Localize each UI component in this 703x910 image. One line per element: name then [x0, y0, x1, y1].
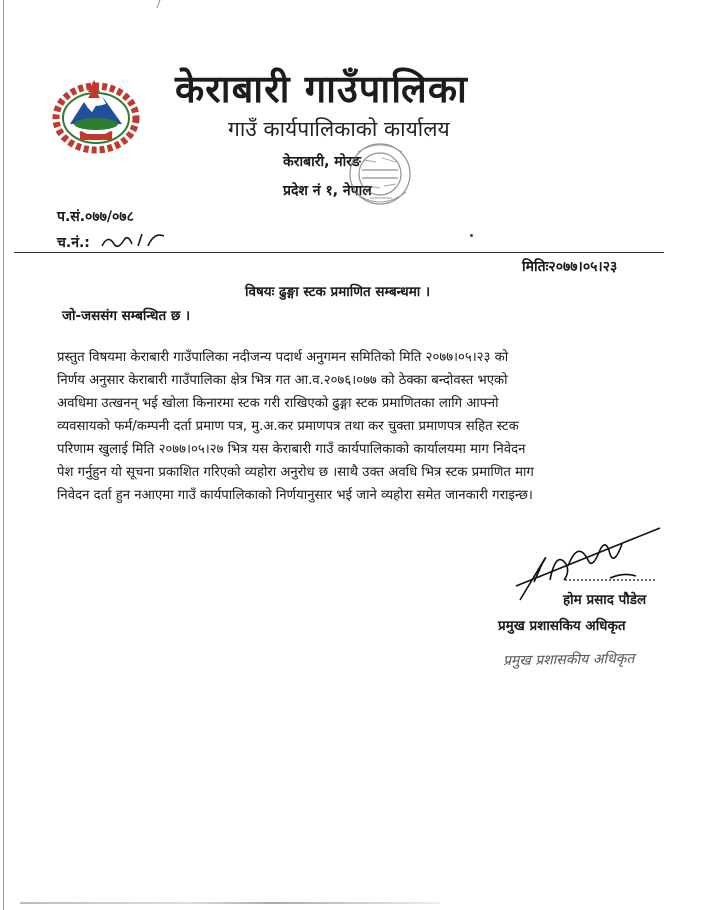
dispatch-number-label: च.नं.: [57, 235, 90, 251]
body-line: परिणाम खुलाई मिति २०७७।०५।२७ भित्र यस केराबारी गाउँ कार्यपालिकाको कार्यालयमा माग निवेदन [57, 442, 526, 457]
letterhead-address: केराबारी, मोरङ [283, 154, 361, 170]
nepal-emblem-icon [50, 72, 142, 154]
letter-body [57, 346, 669, 507]
scan-edge-noise [20, 902, 440, 904]
handwritten-dispatch-number-icon [98, 228, 168, 254]
signatory-name: होम प्रसाद पौडेल [563, 592, 647, 608]
header-divider [14, 252, 664, 253]
reference-number: प.सं.०७७/०७८ [57, 209, 134, 225]
signatory-title: प्रमुख प्रशासकिय अधिकृत [498, 618, 626, 634]
designation-stamp: प्रमुख प्रशासकीय अधिकृत [502, 650, 635, 670]
body-line: पेश गर्नुहुन यो सूचना प्रकाशित गरिएको व्यहोरा अनुरोध छ ।साथै उक्त अवधि भित्र स्टक प्रमाणित माग [57, 465, 534, 480]
body-line: अवधिमा उत्खनन् भई खोला किनारमा स्टक गरी राखिएको ढुङ्गा स्टक प्रमाणितका लागि आफ्नो [57, 396, 499, 411]
body-line: निर्णय अनुसार केराबारी गाउँपालिका क्षेत्र भित्र गत आ.व.२०७६।०७७ को ठेक्का बन्दोवस्त भएको [57, 373, 508, 388]
letterhead-province: प्रदेश नं १, नेपाल [283, 183, 372, 199]
letter-date: मितिः२०७७।०५।२३ [522, 259, 618, 275]
body-line: व्यवसायको फर्म/कम्पनी दर्ता प्रमाण पत्र, मु.अ.कर प्रमाणपत्र तथा कर चुक्ता प्रमाणपत्र सहित स्टक [57, 419, 519, 434]
page-edge [3, 0, 4, 910]
scan-mark [157, 0, 167, 8]
letter-recipient: जो-जससंग सम्बन्धित छ । [62, 308, 191, 324]
letter-subject: विषयः ढुङ्गा स्टक प्रमाणित सम्बन्धमा । [245, 284, 431, 300]
body-line: प्रस्तुत विषयमा केराबारी गाउँपालिका नदीजन्य पदार्थ अनुगमन समितिको मिति २०७७।०५।२३ को [57, 350, 509, 365]
letterhead-title: केराबारी गाउँपालिका [175, 67, 468, 111]
body-line: निवेदन दर्ता हुन नआएमा गाउँ कार्यपालिकाको निर्णयानुसार भई जाने व्यहोरा समेत जानकारी गराइन्छ। [57, 488, 533, 503]
office-seal-icon [318, 140, 428, 222]
letterhead-subtitle: गाउँ कार्यपालिकाको कार्यालय [228, 117, 450, 141]
scan-speck [470, 234, 473, 237]
